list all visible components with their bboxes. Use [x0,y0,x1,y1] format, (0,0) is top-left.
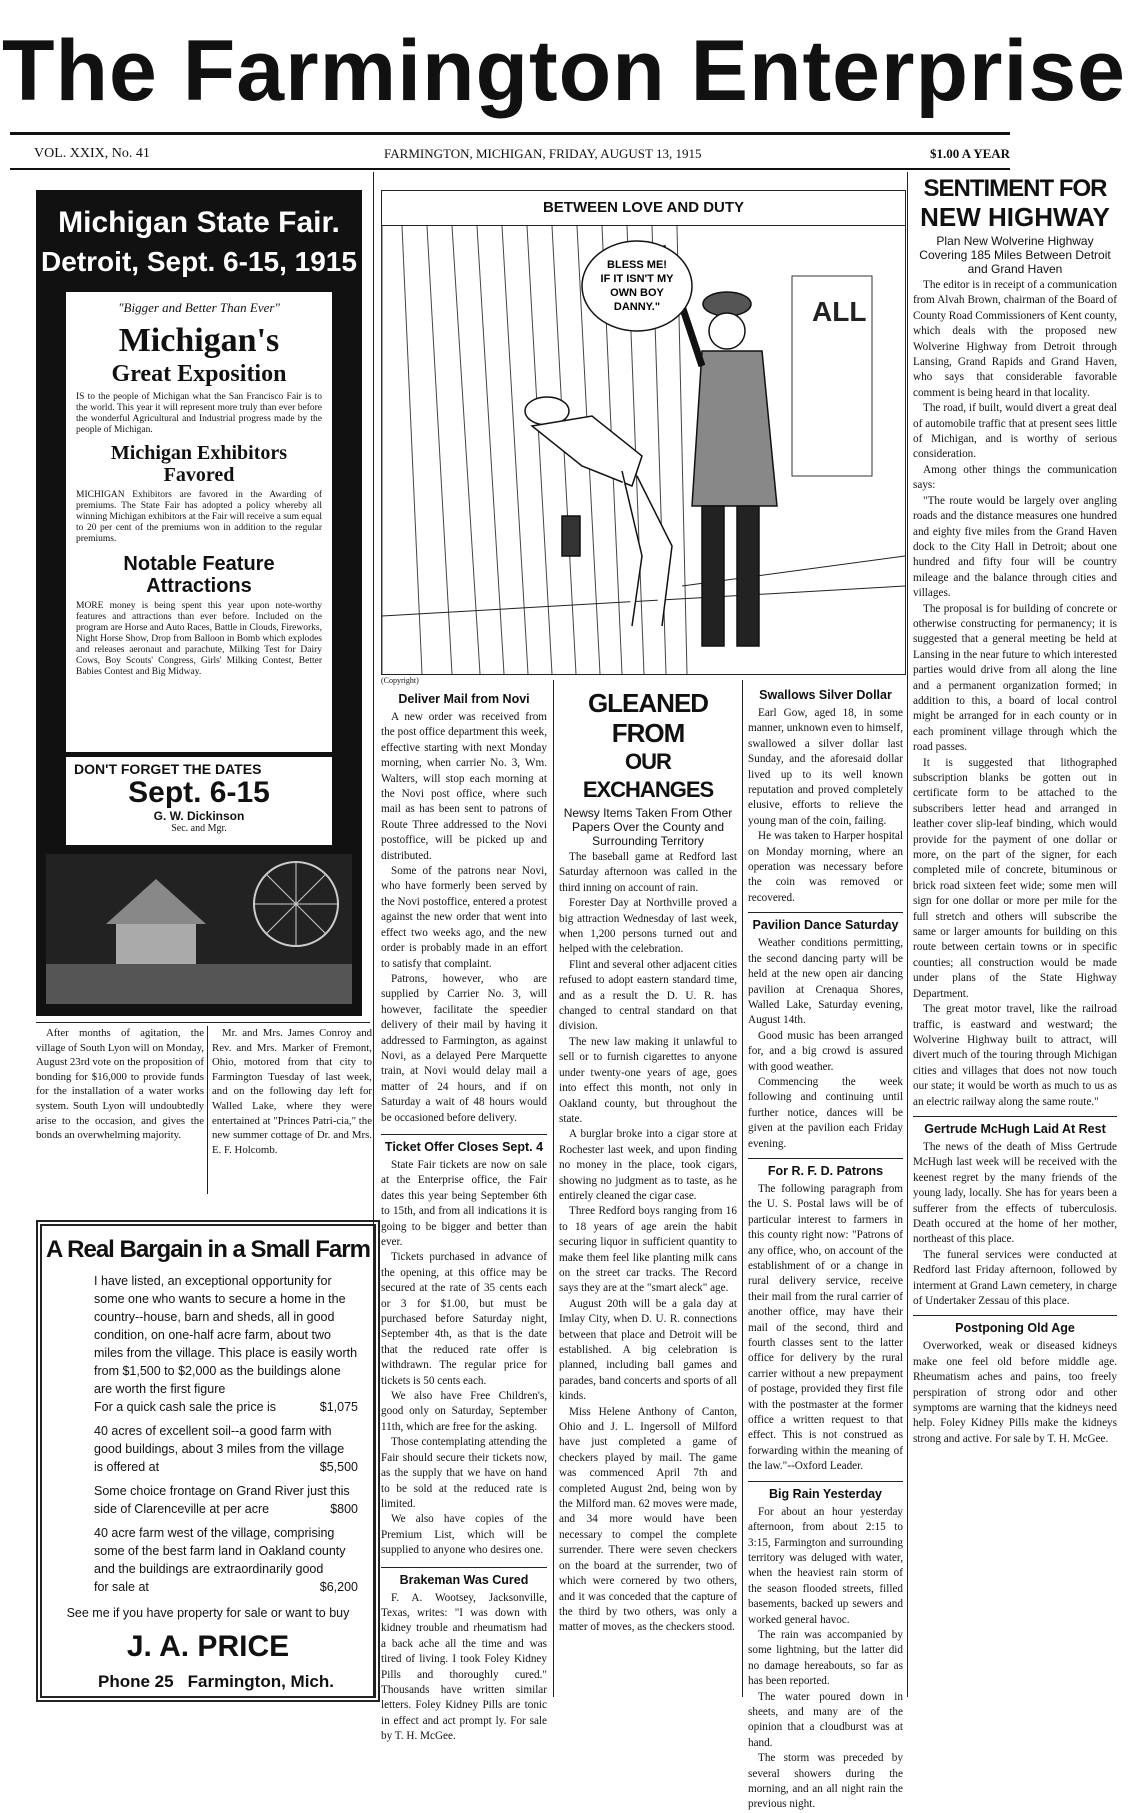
novi-paragraph: A new order was received from the post office department this week, effective starting with next Monday morning, when carrier No. 3, Wm. Walters, will stop each morning at the Novi post office, where such mail as has been sent to patrons of Route Three addressed to the Novi postoffice, will be picked up and distributed. [381,711,547,862]
gertrude-headline: Gertrude McHugh Laid At Rest [913,1116,1117,1138]
volume-number: VOL. XXIX, No. 41 [34,146,150,161]
place-date: FARMINGTON, MICHIGAN, FRIDAY, AUGUST 13, 1915 [384,146,702,161]
ticket-paragraph: Those contemplating attending the Fair should secure their tickets now, as the supply that we have on hand to be sold at the reduced rate is limited. [381,1436,547,1510]
gleaned-paragraph: August 20th will be a gala day at Imlay City, when D. U. R. connections between that place and Detroit will be established. A big celebration is planned, including ball games and parades, band concerts and sports of all kinds. [559,1297,737,1403]
fair-dates-title: Detroit, Sept. 6-15, 1915 [41,246,357,277]
farm-ad-line-2 [42,1458,374,1476]
cartoon-copyright: (Copyright) [381,676,419,685]
gleaned-paragraph: Miss Helene Anthony of Canton, Ohio and J. L. Ingersoll of Milford have just completed a game of checkers played by mail. The game was commenced April 7th and completed August 2nd, being won by the Milford man. 62 moves were made, and 34 more would have been necessary to compel the complete surrender. There were seven checkers on the board at the surrender, two of which were cornered by two others, and it was conceded that the capture of the third by two others, was only a matter of moves, as the checkers stood. [559,1405,737,1634]
farm-ad-price: $6,200 [319,1580,358,1594]
fair-head-notable: Notable Feature [123,553,275,575]
rain-paragraph: The storm was preceded by several showers during the morning, and an all night rain the previous night. [748,1752,903,1811]
column-rule [907,172,908,1697]
gleaned-paragraph: The new law making it unlawful to sell or to furnish cigarettes to anyone under twenty-one years of age, goes into effect this month, not only in Oakland county, but throughout the state. [559,1035,737,1125]
section-rule [36,1022,370,1023]
column-rule [742,680,743,1697]
swallows-headline: Swallows Silver Dollar [759,688,892,702]
gleaned-headline-2: OUR EXCHANGES [582,749,714,802]
rfd-paragraph: The following paragraph from the U. S. Postal laws will be of particular interest to farmers in this county right now: "Patrons of any office, who, on account of the establishment of or a change in rural delivery service, receive their mail from the rural carrier of another office, may have their mail of the second, third and fourth classes sent to the latter office for delivery by the rural carrier without a new prepayment of postage, provided they first file with the postmaster at the former office a written request to that effect. This is not construed as forwarding within the meaning of the law."--Oxford Leader. [748,1182,903,1473]
fair-text-exposition: IS to the people of Michigan what the San Francisco Fair is to the world. This year it will represent more truly than ever before the wonderful Agricultural and Industrial progress made by the people of Michigan. [76,392,322,435]
farm-ad-west: 40 acre farm west of the village, comprising some of the best farm land in Oakland county and the buildings are extraordinarily good [94,1526,346,1576]
conroy-item [212,1026,372,1196]
ticket-headline: Ticket Offer Closes Sept. 4 [381,1134,547,1156]
rain-headline: Big Rain Yesterday [748,1481,903,1503]
svg-text:IF IT ISN'T MY: IF IT ISN'T MY [600,273,674,285]
fair-slogan: "Bigger and Better Than Ever" [118,300,280,315]
rain-paragraph: For about an hour yesterday afternoon, from about 2:15 to 3:15, Farmington and surrounding territory was deluged with water, when the heaviest rain storm of the season flooded streets, filled basements, backed up sewers and worked general havoc. [748,1505,903,1626]
fair-ad-body [66,292,332,752]
column-rule [207,1026,208,1194]
farm-ad-contact [42,1664,374,1692]
gleaned-paragraph: Three Redford boys ranging from 16 to 18 years of age arein the habit securing liquor in sufficient quantity to make them feel like planting milk cans on the street car tracks. The Record says they are at the "smart aleck" age. [559,1205,737,1295]
farm-bargain-ad [36,1220,380,1702]
postponing-headline: Postponing Old Age [913,1315,1117,1337]
sentiment-paragraph: The great motor travel, like the railroad traffic, is eastward and westward; the Wolverine Highway built to attract, will divert much of the touring through Michigan cities and villages that does not now touch our state; it would be worth as much to us as an electric railway along the same route." [913,1003,1117,1108]
svg-text:BLESS ME!: BLESS ME! [607,259,667,271]
ticket-paragraph: State Fair tickets are now on sale at the Enterprise office, the Fair dates this year being September 6th to 15th, and from all indications it is going to be bigger and better than ever. [381,1158,547,1248]
fair-head-exposition: Great Exposition [111,361,287,387]
column-gleaned [559,688,737,1696]
farm-ad-see-me: See me if you have property for sale or want to buy [66,1606,350,1620]
novi-headline: Deliver Mail from Novi [398,692,530,706]
fair-text-exhibitors: MICHIGAN Exhibitors are favored in the Awarding of premiums. The State Fair has adopted a policy whereby all winning Michigan exhibitors at the Fair will receive a sum equal to 20 per cent of the premiums won in addition to the regular premiums. [76,490,322,544]
farm-ad-agent-name: J. A. PRICE [126,1630,290,1663]
novi-paragraph: Some of the patrons near Novi, who have formerly been served by the Novi postoffice, entered a protest against the new order that went into effect two weeks ago, and the new order is probably made in an effort to satisfy that complaint. [381,865,547,970]
fair-manager-role: Sec. and Mgr. [171,823,227,834]
subscription-price: $1.00 A YEAR [930,146,1011,161]
fair-text-attractions: MORE money is being spent this year upon note-worthy features and attractions than ever before. Included on the program are Horse and Auto Races, Battle in Clouds, Fireworks, Night Horse Show, Drop from Balloon in Bomb which explodes and releases aeronaut and parachute, Milking Test for Dairy Cows, Boy Scouts' Congress, Girls' Milking Contest, Better Babies Contest and Big Midway. [76,601,322,677]
ticket-paragraph: Tickets purchased in advance of the opening, at this office may be secured at the rate of 35 cents each or 3 for $1.00, but must be purchased before Saturday night, September 4th, as that is the date that the reduced rate offer is withdrawn. The regular price for tickets is 50 cents each. [381,1251,547,1387]
fair-manager-name: G. W. Dickinson [153,809,245,823]
gleaned-headline-1: GLEANED FROM [587,688,709,748]
novi-paragraph: Patrons, however, who are supplied by Carrier No. 3, will however, facilitate the speedier delivery of their mail by having it addressed to Farmington, as against Novi, as a delayed Pere Marquette train, at Novi would delay mail a matter of 24 hours, and if on Saturday a wait of 48 hours would be occasioned before delivery. [381,972,547,1124]
fair-head-attractions: Attractions [146,575,252,597]
swallows-paragraph: Earl Gow, aged 18, in some manner, unknown even to himself, swallowed a silver dollar last Sunday, and the aforesaid dollar lived up to its well known reputation and proved completely elusive, efforts to relieve the young man of the coin, failing. [748,707,903,827]
farm-ad-acres: 40 acres of excellent soil--a good farm with good buildings, about 3 miles from the village [94,1424,345,1456]
sentiment-paragraph: It is suggested that lithographed subscription blanks be gotten out in certificate form to be attached to the subscribers letter head and arranged in leather cover slip-leaf binding, which would provide for the payment of one dollar or more, on the part of the signer, for each completed mile of concrete, bituminous or brick road sixteen feet wide; some men will sign for one dollar or more per mile for the full stretch and others will subscribe the same or larger amounts for building on this route between certain towns or in specific counties; all construction would be made under plans of the State Highway Department. [913,756,1117,1000]
fair-head-favored: Favored [163,464,235,486]
sentiment-headline-2: NEW HIGHWAY [920,202,1110,232]
farm-ad-frontage-text: Some choice frontage on Grand River just this side of Clarenceville at per acre [94,1484,350,1516]
sentiment-paragraph: "The route would be largely over angling roads and the distance measures one hundred and eighty five miles from the Grand Haven dock to the City Hall in Detroit; about one hundred and fifty four will be country mileage and the balance through cities and villages. [913,494,1117,600]
svg-text:ALL: ALL [812,296,867,327]
masthead-rule [10,132,1010,135]
fair-title: Michigan State Fair. [58,206,340,239]
farm-ad-town: Farmington, Mich. [187,1672,334,1691]
sentiment-headline-1: SENTIMENT FOR [923,175,1107,202]
postponing-paragraph: Overworked, weak or diseased kidneys make one feel old before middle age. Rheumatism aches and pains, too freely perspiration of strong odor and other symptoms are warning that the kidneys need help. Foley Kidney Pills make the kidneys strong and active. For sale by T. H. McGee. [913,1340,1117,1445]
fair-dates-box [66,757,332,845]
gleaned-paragraph: Flint and several other adjacent cities refused to adopt eastern standard time, and as a result the D. U. R. has changed to central standard on that division. [559,958,737,1033]
conroy-paragraph: Mr. and Mrs. James Conroy and Rev. and Mrs. Marker of Fremont, Ohio, motored from that city to Farmington Tuesday of last week, and on the following day left for Walled Lake, where they were entertained at "Princes Patri-cia," the new summer cottage of Dr. and Mrs. E. F. Holcomb. [212,1027,372,1156]
sentiment-paragraph: Among other things the communication says: [913,463,1117,492]
sentiment-paragraph: The editor is in receipt of a communication from Alvah Brown, chairman of the Board of County Road Commissioners of Kent county, which deals with the proposed new Wolverine Highway from Detroit through Lansing, Grand Rapids and Grand Haven, who says that considerable favorable comment is being heard in that locality. [913,279,1117,399]
farm-ad-phone: Phone 25 [98,1672,174,1691]
fair-dates-big: Sept. 6-15 [128,776,270,809]
farm-ad-line-4 [42,1578,374,1596]
fair-head-michigans: Michigan's [118,322,280,359]
ticket-paragraph: We also have Free Children's, good only on Saturday, September 11th, which are free for the asking. [381,1390,547,1433]
sentiment-paragraph: The proposal is for building of concrete or otherwise constructing for permanency; it is suggested that a general meeting be held at Lansing in the near future to which interested parties would drive from all along the line and a permanent organization formed; in addition to this, a board of local control might be arranged for in each county or in each prominent village through which the road passes. [913,602,1117,754]
gleaned-subhead: Newsy Items Taken From Other Papers Over the County and Surrounding Territory [563,806,733,848]
gleaned-paragraph: Forester Day at Northville proved a big attraction Wednesday of last week, when 1,200 persons turned out and helped with the celebration. [559,897,737,956]
pavilion-paragraph: Weather conditions permitting, the second dancing party will be held at the new open air dancing pavilion at Crenaqua Shores, Walled Lake, Saturday evening, August 14th. [748,937,903,1027]
farm-ad-line-1 [42,1398,374,1416]
column-sentiment [913,176,1117,1696]
column-swallows [748,684,903,1811]
sentiment-subhead: Plan New Wolverine Highway Covering 185 Miles Between Detroit and Grand Haven [919,234,1111,276]
gleaned-paragraph: A burglar broke into a cigar store at Rochester last week, and upon finding no money in the place, took cigars, showing no judgment as to taste, as he entirely cleaned the cigar case. [559,1128,737,1202]
south-lyon-item [36,1026,204,1196]
svg-text:DANNY.": DANNY." [613,301,661,313]
farm-ad-line-label: for sale at [94,1580,149,1594]
fair-crowd-illustration [46,854,352,1004]
dateline-rule [10,168,1010,170]
gertrude-paragraph: The news of the death of Miss Gertrude McHugh last week will be received with the keenest regret by the many friends of the young lady, locally. She has for years been a sufferer from the effects of tuberculosis. Death occured at the home of her mother, northeast of this place. [913,1140,1117,1246]
farm-ad-price: $5,500 [319,1460,358,1474]
fair-head-exhibitors: Michigan Exhibitors [110,442,288,464]
rain-paragraph: The rain was accompanied by some lightning, but the latter did no damage hereabouts, so far as has been reported. [748,1628,903,1688]
state-fair-ad [36,190,362,1016]
farm-ad-price: $800 [330,1502,358,1516]
cartoon-title: BETWEEN LOVE AND DUTY [382,191,905,226]
rfd-headline: For R. F. D. Patrons [748,1158,903,1180]
fair-dont-forget: DON'T FORGET THE DATES [74,761,262,777]
farm-ad-line-label: For a quick cash sale the price is [94,1400,277,1414]
pavilion-headline: Pavilion Dance Saturday [748,912,903,934]
farm-ad-headline: A Real Bargain in a Small Farm [46,1236,370,1263]
cartoon-panel [381,190,906,675]
swallows-paragraph: He was taken to Harper hospital on Monday morning, where an operation was necessary before the coin was removed or recovered. [748,830,903,904]
farm-ad-intro: I have listed, an exceptional opportunity for some one who wants to secure a home in the country--house, barn and sheds, all in good condition, on one-half acre farm, about two miles from the village. This place is easily worth from $1,500 to $2,000 as the buildings alone are worth the first figure [94,1274,358,1396]
svg-text:OWN BOY: OWN BOY [610,287,664,299]
brakeman-paragraph: F. A. Wootsey, Jacksonville, Texas, writes: "I was down with kidney trouble and rheumatism had a back ache all the time and was tired of living. I took Foley Kidney Pills and thoroughly cured." Thousands have written similar letters. Foley Kidney Pills are tonic in effect and act prompt ly. For sale by T. H. McGee. [381,1591,547,1743]
gleaned-paragraph: The baseball game at Redford last Saturday afternoon was called in the third inning on account of rain. [559,851,737,894]
masthead-title: The Farmington Enterprise [1,23,1127,119]
brakeman-headline: Brakeman Was Cured [381,1567,547,1589]
sentiment-paragraph: The road, if built, would divert a great deal of automobile traffic that at present sees little of Michigan, and is worthy of serious consideration. [913,402,1117,461]
farm-ad-price: $1,075 [319,1400,358,1414]
column-rule [553,680,554,1697]
pavilion-paragraph: Commencing the week following and continuing until further notice, dances will be given at the pavilion each Friday evening. [748,1075,903,1150]
farm-ad-line-label: is offered at [94,1460,160,1474]
pavilion-paragraph: Good music has been arranged for, and a big crowd is assured with good weather. [748,1029,903,1073]
rain-paragraph: The water poured down in sheets, and many are of the opinion that a cloudburst was at hand. [748,1690,903,1749]
farm-ad-frontage [42,1476,374,1518]
cartoon-illustration [382,226,905,674]
south-lyon-paragraph: After months of agitation, the village of South Lyon will on Monday, August 23rd vote on the proposition of bonding for $16,000 to provide funds for the installation of a water works system. South Lyon will undoubtedly arise to the occasion, and gives the bonds an overwhelming majority. [36,1027,204,1142]
column-novi [381,688,547,1743]
gertrude-paragraph: The funeral services were conducted at Redford last Friday afternoon, followed by interment at Grand Lawn cemetery, in charge of Undertaker Zessau of this place. [913,1248,1117,1307]
ticket-paragraph: We also have copies of the Premium List, which will be supplied to anyone who desires one. [381,1513,547,1557]
